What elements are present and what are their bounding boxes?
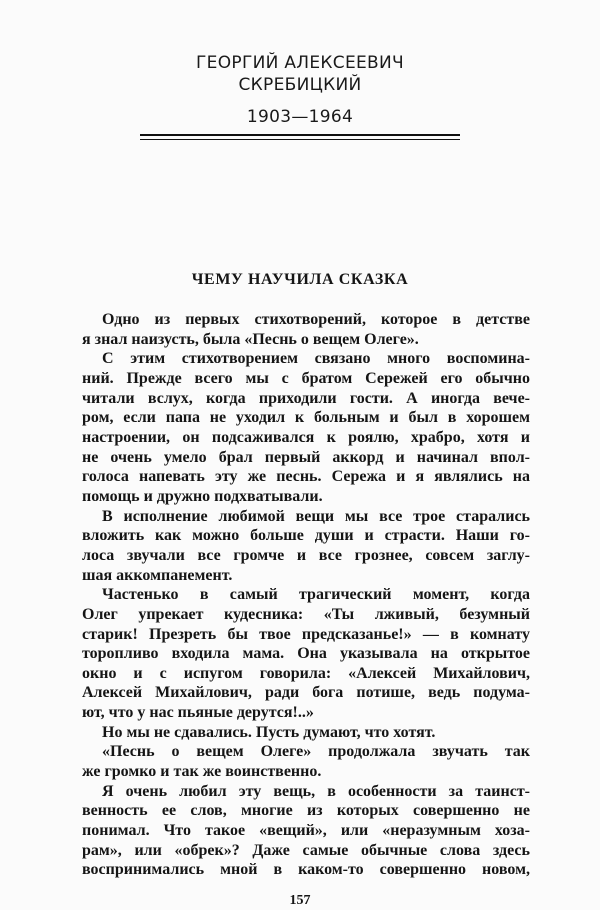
chapter-title: ЧЕМУ НАУЧИЛА СКАЗКА <box>191 271 409 288</box>
paragraph <box>82 585 530 723</box>
text-line: голоса напевать эту же песнь. Сережа и я являлись на <box>82 468 530 486</box>
text-line: шая аккомпанемент. <box>82 566 233 584</box>
text-line: венность ее слов, многие из которых совершенно не <box>82 802 530 820</box>
text-line: Одно из первых стихотворений, которое в детстве <box>102 311 530 328</box>
text-line: С этим стихотворением связано много воспомина- <box>102 350 530 368</box>
paragraph <box>82 349 530 506</box>
author-name-line2: СКРЕБИЦКИЙ <box>238 75 362 95</box>
text-line: читали вслух, когда приходили гости. А иногда вече- <box>82 389 530 407</box>
page-number: 157 <box>289 893 311 909</box>
text-line: Но мы не сдавались. Пусть думают, что хотят. <box>102 723 436 741</box>
text-line: же громко и так же воинственно. <box>82 763 322 781</box>
paragraph <box>82 782 530 880</box>
text-line: воспринимались мной в каком-то совершенно новом, <box>82 861 530 879</box>
divider-rule-bottom <box>140 139 460 140</box>
text-line: В исполнение любимой вещи мы все трое старались <box>102 507 530 525</box>
text-line: Частенько в самый трагический момент, когда <box>102 586 530 604</box>
text-line: торопливо входила мама. Она указывала на открытое <box>82 645 530 663</box>
paragraph <box>82 723 530 743</box>
author-name-line1: ГЕОРГИЙ АЛЕКСЕЕВИЧ <box>196 53 404 73</box>
double-rule <box>140 134 460 140</box>
text-line: окно и с испугом говорила: «Алексей Михайлович, <box>82 664 530 682</box>
text-line: старик! Презреть бы твое предсказанье!» — в комнату <box>82 625 530 643</box>
text-line: я знал наизусть, была «Песнь о вещем Олеге». <box>82 330 419 348</box>
paragraph <box>82 507 530 586</box>
text-line: Алексей Михайлович, ради бога потише, ведь подума- <box>82 684 530 702</box>
text-line: понимал. Что такое «вещий», или «неразумным хоза- <box>82 822 530 840</box>
text-line: помощь и дружно подхватывали. <box>82 487 323 505</box>
body-text <box>82 310 530 880</box>
paragraph <box>82 742 530 781</box>
text-line: вложить как можно больше души и страсти. Наши го- <box>82 527 530 545</box>
text-line: лоса звучали все громче и все грознее, совсем заглу- <box>82 546 530 564</box>
text-line: ют, что у нас пьяные дерутся!..» <box>82 704 314 722</box>
text-line: рам», или «обрек»? Даже самые обычные слова здесь <box>82 841 530 859</box>
text-line: настроении, он подсаживался к роялю, храбро, хотя и <box>82 428 530 446</box>
text-line: ний. Прежде всего мы с братом Сережей его обычно <box>82 369 530 387</box>
text-line: Я очень любил эту вещь, в особенности за таинст- <box>102 782 530 800</box>
paragraph <box>82 310 530 349</box>
text-line: ром, если папа не уходил к больным и был в хорошем <box>82 409 530 427</box>
author-years: 1903—1964 <box>246 107 354 127</box>
text-line: Олег упрекает кудесника: «Ты лживый, безумный <box>82 605 530 623</box>
text-line: «Песнь о вещем Олеге» продолжала звучать так <box>102 743 530 761</box>
text-line: не очень умело брал первый аккорд и начинал впол- <box>82 448 530 466</box>
